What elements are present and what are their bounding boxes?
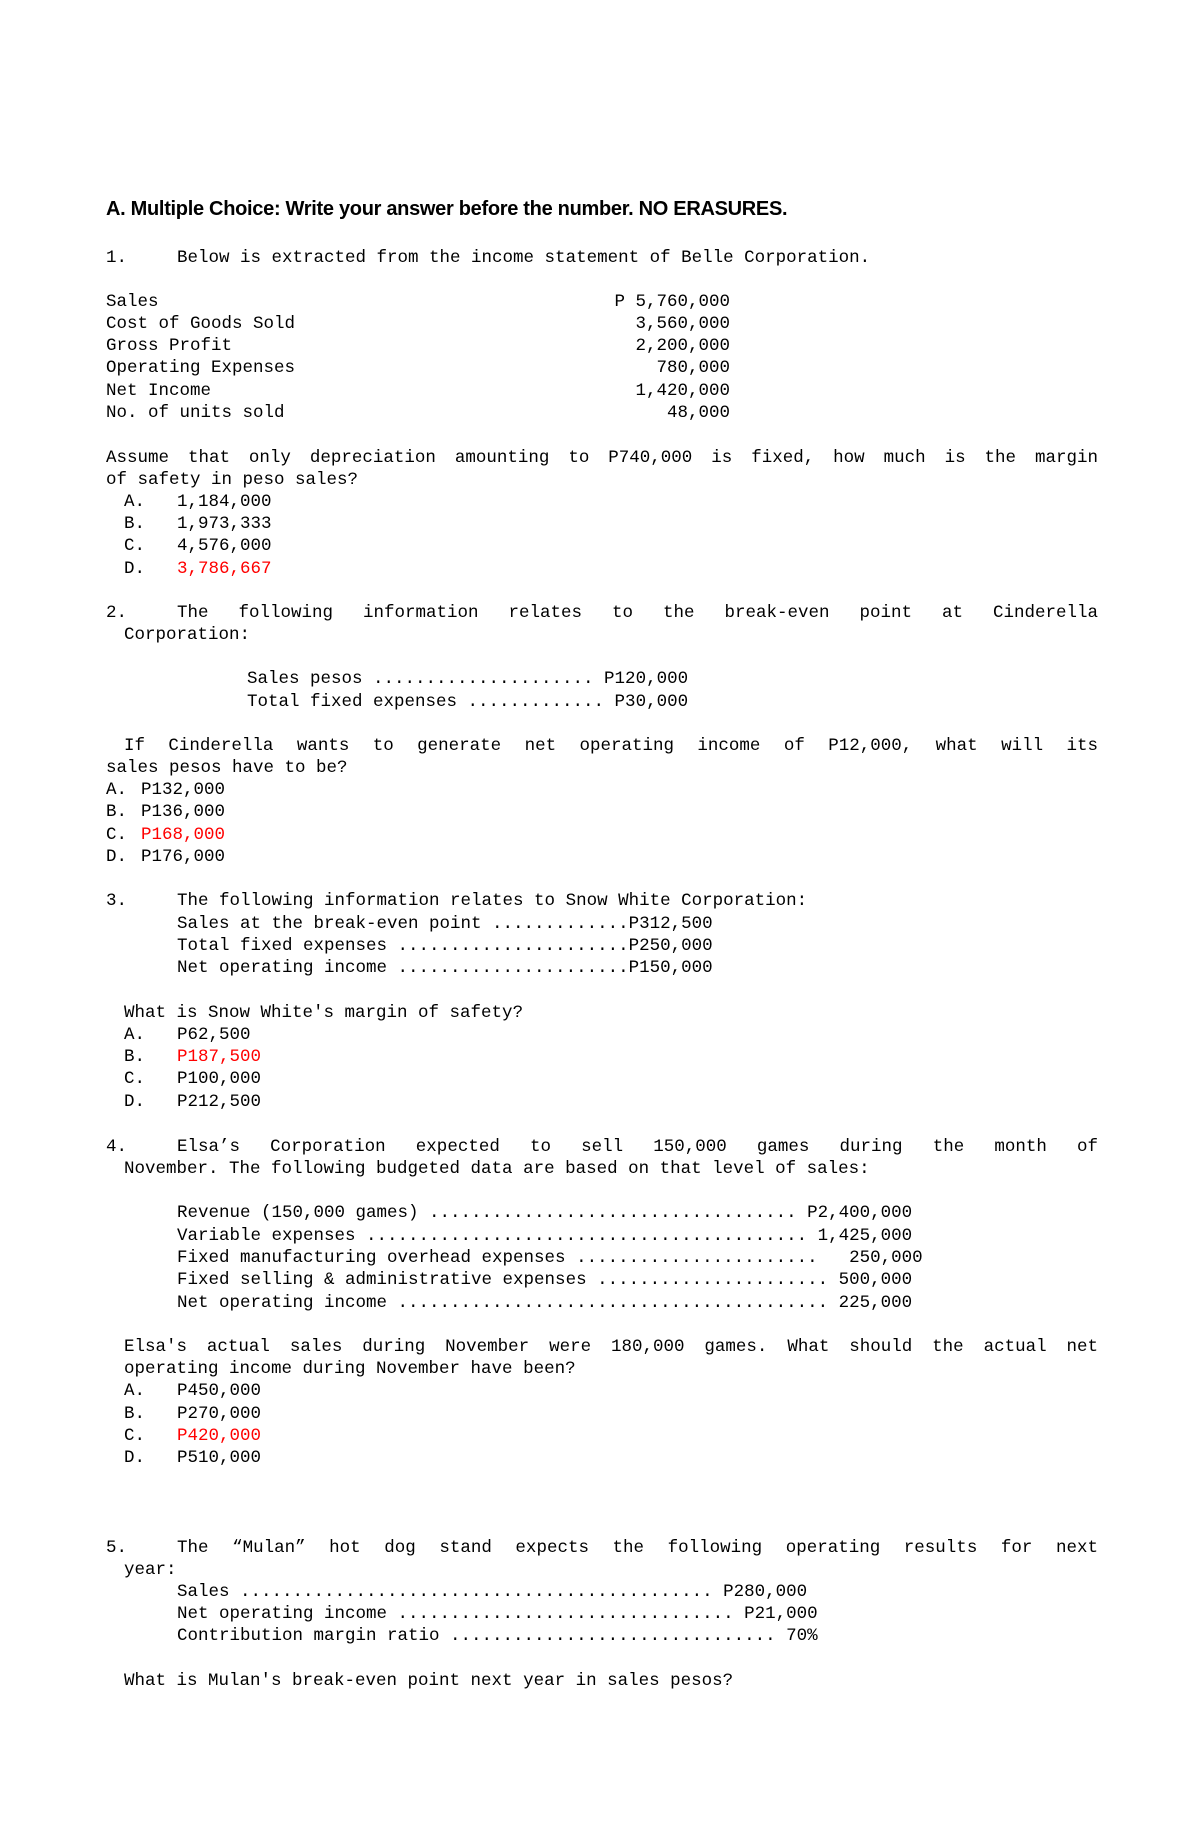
question-text: of safety in peso sales? xyxy=(106,470,359,490)
data-row: Revenue (150,000 games) ................................... P2,400,000 xyxy=(177,1203,913,1223)
table-row-value: 3,560,000 xyxy=(635,314,730,334)
question-text: If Cinderella wants to generate net operating income of P12,000, what will its xyxy=(124,736,1098,756)
correct-answer-text: 3,786,667 xyxy=(177,559,272,579)
option-letter: B. xyxy=(124,1047,146,1067)
section-heading: A. Multiple Choice: Write your answer before the number. NO ERASURES. xyxy=(106,198,788,220)
data-row: Net operating income ................................ P21,000 xyxy=(177,1604,818,1624)
table-row-label: Sales xyxy=(106,292,159,312)
table-row-label: Operating Expenses xyxy=(106,358,296,378)
data-row: Fixed manufacturing overhead expenses ....................... 250,000 xyxy=(177,1248,923,1268)
option-letter: B. xyxy=(106,802,128,822)
data-row: Contribution margin ratio ............................... 70% xyxy=(177,1626,818,1646)
question-number: 4. xyxy=(106,1137,128,1157)
data-row: Fixed selling & administrative expenses ...................... 500,000 xyxy=(177,1270,913,1290)
option-letter: A. xyxy=(124,492,146,512)
option-letter: A. xyxy=(124,1025,146,1045)
data-row: Total fixed expenses ......................P250,000 xyxy=(177,936,713,956)
correct-answer-text: P420,000 xyxy=(177,1426,262,1446)
question-text: What is Mulan's break-even point next year in sales pesos? xyxy=(124,1671,734,1691)
question-number: 5. xyxy=(106,1538,128,1558)
option-letter: D. xyxy=(124,1448,146,1468)
question-text: Elsa's actual sales during November were 180,000 games. What should the actual net xyxy=(124,1337,1098,1357)
question-intro: year: xyxy=(124,1560,177,1580)
option-text: P100,000 xyxy=(177,1069,262,1089)
table-row-value: 2,200,000 xyxy=(635,336,730,356)
table-row-label: Cost of Goods Sold xyxy=(106,314,296,334)
option-text: 4,576,000 xyxy=(177,536,272,556)
option-text: P270,000 xyxy=(177,1404,262,1424)
data-row: Sales pesos ..................... P120,000 xyxy=(247,669,689,689)
question-intro: Corporation: xyxy=(124,625,251,645)
question-intro: The following information relates to the break-even point at Cinderella xyxy=(177,603,1098,623)
option-letter: C. xyxy=(124,1069,146,1089)
data-row: Net operating income ......................................... 225,000 xyxy=(177,1293,913,1313)
option-text: 1,184,000 xyxy=(177,492,272,512)
option-text: P212,500 xyxy=(177,1092,262,1112)
question-text: What is Snow White's margin of safety? xyxy=(124,1003,524,1023)
option-text: P176,000 xyxy=(141,847,226,867)
question-intro: The “Mulan” hot dog stand expects the following operating results for next xyxy=(177,1538,1098,1558)
option-letter: A. xyxy=(106,780,128,800)
correct-answer-text: P187,500 xyxy=(177,1047,262,1067)
data-row: Variable expenses .......................................... 1,425,000 xyxy=(177,1226,913,1246)
question-text: Assume that only depreciation amounting to P740,000 is fixed, how much is the margin xyxy=(106,448,1098,468)
option-text: P132,000 xyxy=(141,780,226,800)
question-number: 3. xyxy=(106,891,128,911)
table-row-value: 48,000 xyxy=(666,403,730,423)
option-text: P62,500 xyxy=(177,1025,251,1045)
option-text: P510,000 xyxy=(177,1448,262,1468)
data-row: Sales at the break-even point .............P312,500 xyxy=(177,914,713,934)
question-number: 1. xyxy=(106,248,128,268)
option-letter: C. xyxy=(124,536,146,556)
option-letter: B. xyxy=(124,1404,146,1424)
data-row: Total fixed expenses ............. P30,000 xyxy=(247,692,689,712)
table-row-label: Gross Profit xyxy=(106,336,233,356)
question-intro: November. The following budgeted data are based on that level of sales: xyxy=(124,1159,870,1179)
option-text: 1,973,333 xyxy=(177,514,272,534)
correct-answer-text: P168,000 xyxy=(141,825,226,845)
table-row-value: 1,420,000 xyxy=(635,381,730,401)
option-letter: D. xyxy=(124,559,146,579)
option-text: P136,000 xyxy=(141,802,226,822)
option-letter: D. xyxy=(124,1092,146,1112)
option-letter: C. xyxy=(106,825,128,845)
table-row-label: Net Income xyxy=(106,381,212,401)
option-letter: C. xyxy=(124,1426,146,1446)
option-letter: D. xyxy=(106,847,128,867)
option-text: P450,000 xyxy=(177,1381,262,1401)
question-intro: Elsa’s Corporation expected to sell 150,000 games during the month of xyxy=(177,1137,1098,1157)
question-text: operating income during November have been? xyxy=(124,1359,576,1379)
question-text: sales pesos have to be? xyxy=(106,758,348,778)
option-letter: A. xyxy=(124,1381,146,1401)
data-row: Net operating income ......................P150,000 xyxy=(177,958,713,978)
table-row-value: P 5,760,000 xyxy=(614,292,730,312)
question-number: 2. xyxy=(106,603,128,623)
option-letter: B. xyxy=(124,514,146,534)
question-intro: The following information relates to Snow White Corporation: xyxy=(177,891,808,911)
question-intro: Below is extracted from the income statement of Belle Corporation. xyxy=(177,248,871,268)
table-row-label: No. of units sold xyxy=(106,403,285,423)
data-row: Sales ............................................. P280,000 xyxy=(177,1582,808,1602)
table-row-value: 780,000 xyxy=(656,358,730,378)
